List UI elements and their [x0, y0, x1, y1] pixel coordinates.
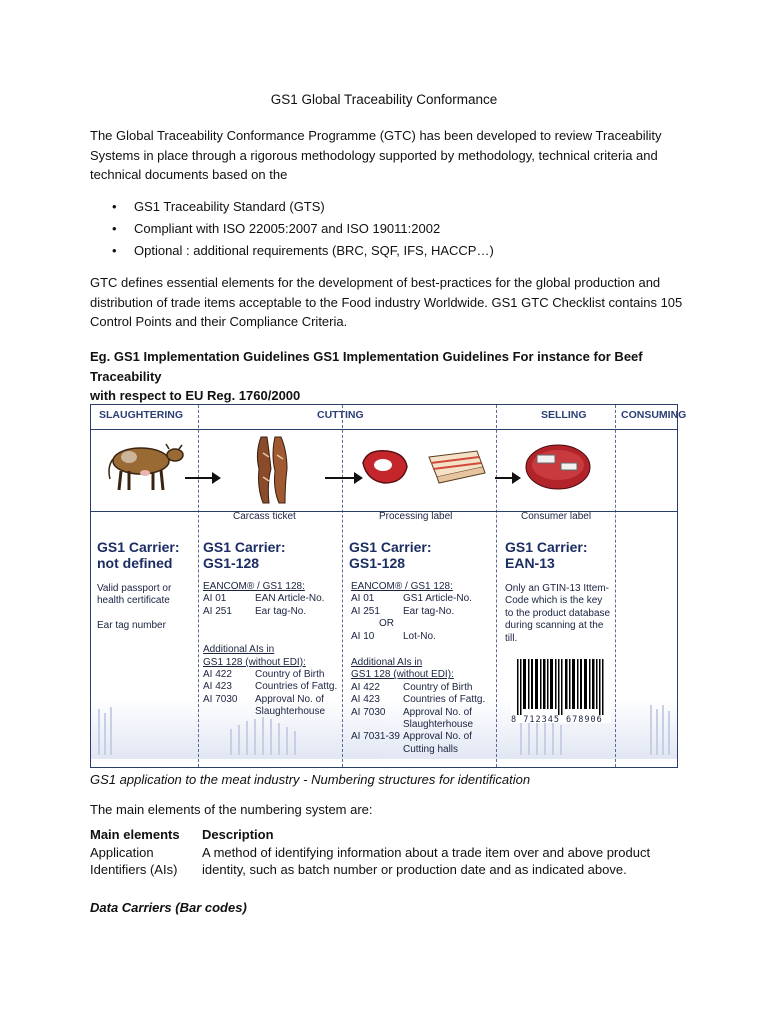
ai-code: AI 423 — [203, 681, 232, 693]
carrier-line: GS1-128 — [349, 555, 406, 571]
ai-desc: Ear tag-No. — [255, 605, 307, 617]
ai-code: AI 7030 — [351, 706, 386, 718]
ai-desc: Slaughterhouse — [403, 719, 474, 731]
carrier-line: EAN-13 — [505, 555, 555, 571]
text-line: Valid passport or — [97, 583, 172, 594]
list-item: • GS1 Traceability Standard (GTS) — [112, 196, 494, 218]
data-carriers-heading: Data Carriers (Bar codes) — [90, 900, 247, 915]
ai-desc: Approval No. of — [255, 693, 324, 705]
ai-row — [351, 694, 485, 706]
gtc-line: distribution of trade items acceptable to the Food industry Worldwide. GS1 GTC Checklist contains 105 — [90, 294, 683, 310]
elements-column — [90, 826, 180, 879]
page-title: GS1 Global Traceability Conformance — [270, 92, 498, 107]
ai-code: AI 7031-39 — [351, 731, 400, 743]
carrier-carcass — [203, 539, 285, 571]
carrier-consumer — [505, 539, 587, 571]
arrow-icon — [495, 477, 519, 479]
table-header-description: Description — [202, 827, 274, 842]
example-heading — [90, 347, 690, 406]
carrier-line: GS1 Carrier: — [203, 539, 286, 555]
table-cell: A method of identifying information about a trade item over and above product — [202, 844, 651, 860]
eancom-label: EANCOM® / GS1 128: — [203, 581, 305, 592]
stage-slaughtering: SLAUGHTERING — [99, 409, 183, 421]
arrow-icon — [325, 477, 361, 479]
ai-row — [351, 606, 485, 618]
packaged-meat-icon — [523, 441, 593, 493]
text-line: during scanning at the — [505, 620, 604, 632]
ai-desc: EAN Article-No. — [255, 593, 325, 605]
intro-line: The Global Traceability Conformance Programme (GTC) has been developed to review Traceability — [90, 128, 662, 143]
text-line: health certificate — [97, 595, 170, 607]
stage-bar — [91, 405, 687, 430]
list-item: • Optional : additional requirements (BRC, SQF, IFS, HACCP…) — [112, 240, 494, 262]
carcass-ai-list — [203, 581, 337, 719]
carrier-line: GS1 Carrier: — [349, 539, 432, 555]
ai-row — [203, 593, 337, 605]
table-cell: Identifiers (AIs) — [90, 862, 178, 877]
gtc-line: Control Points and their Compliance Criteria. — [90, 314, 348, 329]
ai-row — [351, 719, 485, 731]
ai-code: AI 10 — [351, 630, 375, 642]
example-line: Eg. GS1 Implementation Guidelines GS1 Implementation Guidelines For instance for Beef Traceability — [90, 349, 643, 384]
ai-code: AI 01 — [351, 593, 375, 605]
ai-row — [351, 593, 485, 605]
eancom-label: EANCOM® / GS1 128: — [351, 581, 453, 592]
carrier-line: not defined — [97, 555, 173, 571]
ai-row — [351, 744, 485, 756]
numbering-intro: The main elements of the numbering system are: — [90, 802, 373, 817]
table-cell: Application — [90, 844, 154, 860]
table-cell: identity, such as batch number or production date and as indicated above. — [202, 862, 627, 877]
ai-row — [351, 731, 485, 743]
ai-row — [203, 694, 337, 706]
beef-traceability-figure — [90, 404, 687, 768]
carrier-line: GS1 Carrier: — [97, 539, 180, 555]
consumer-label-heading: Consumer label — [521, 511, 592, 522]
gtc-line: GTC defines essential elements for the development of best-practices for the global production and — [90, 275, 661, 290]
ai-desc: Countries of Fattg. — [403, 694, 486, 706]
standards-list — [112, 196, 494, 262]
ai-row — [203, 669, 337, 681]
ai-row — [203, 706, 337, 718]
column-divider — [342, 405, 343, 767]
carrier-line: GS1-128 — [203, 555, 260, 571]
text-line: Code which is the key — [505, 595, 603, 607]
text-line: till. — [505, 632, 518, 644]
meat-cuts-icon — [359, 443, 489, 491]
text-line: to the product database — [505, 607, 611, 619]
ai-row — [351, 631, 485, 643]
arrow-icon — [185, 477, 219, 479]
ear-tag-text: Ear tag number — [97, 619, 166, 631]
consumer-text — [505, 583, 610, 645]
carcass-icon — [251, 433, 291, 505]
ai-desc: Approval No. of — [403, 706, 472, 718]
ai-code: AI 7030 — [203, 693, 238, 705]
ai-desc: Country of Birth — [403, 681, 473, 693]
column-divider — [198, 405, 199, 767]
ai-code: AI 251 — [351, 605, 380, 617]
column-divider — [615, 405, 616, 767]
intro-line: Systems in place through a rigorous methodology supported by methodology, technical criteria and — [90, 147, 658, 163]
stage-consuming: CONSUMING — [621, 409, 687, 421]
additional-ais-title: Additional AIs in — [351, 657, 423, 669]
additional-ais-title: GS1 128 (without EDI): — [351, 669, 454, 681]
ai-code: AI 423 — [351, 694, 380, 706]
ai-row — [351, 707, 485, 719]
intro-paragraph — [90, 126, 690, 185]
carrier-line: GS1 Carrier: — [505, 539, 588, 555]
carrier-slaughtering — [97, 539, 179, 571]
ai-desc: GS1 Article-No. — [403, 593, 472, 605]
ai-desc: Approval No. of — [403, 731, 472, 743]
ai-desc: Lot-No. — [403, 630, 436, 642]
text-line: Only an GTIN-13 Ittem- — [505, 583, 609, 594]
ai-desc: Ear tag-No. — [403, 605, 455, 617]
processing-label-heading: Processing label — [379, 511, 453, 522]
stage-selling: SELLING — [541, 409, 587, 421]
ai-code: AI 422 — [203, 669, 232, 681]
processing-ai-list — [351, 581, 485, 756]
cow-icon — [105, 435, 185, 495]
example-line: with respect to EU Reg. 1760/2000 — [90, 388, 301, 403]
figure-caption: GS1 application to the meat industry - Numbering structures for identification — [90, 772, 531, 787]
table-header-main-elements: Main elements — [90, 827, 180, 842]
carrier-processing — [349, 539, 431, 571]
additional-ais-title: Additional AIs in — [203, 644, 275, 656]
column-divider — [496, 405, 497, 767]
ai-desc: Country of Birth — [255, 669, 325, 681]
list-item: • Compliant with ISO 22005:2007 and ISO 19011:2002 — [112, 218, 494, 240]
stage-cutting: CUTTING — [317, 409, 364, 421]
ai-row — [203, 681, 337, 693]
ai-row — [351, 682, 485, 694]
or-label: OR — [379, 618, 394, 630]
gtc-paragraph — [90, 273, 690, 332]
description-column — [202, 826, 702, 879]
ai-desc: Cutting halls — [403, 743, 459, 755]
ai-desc: Slaughterhouse — [255, 706, 326, 718]
ai-code: AI 422 — [351, 681, 380, 693]
ai-code: AI 01 — [203, 593, 227, 605]
intro-line: technical documents based on the — [90, 167, 288, 182]
ai-desc: Countries of Fattg. — [255, 681, 338, 693]
barcode-digits: 8 712345 678906 — [511, 715, 603, 725]
carcass-ticket-heading: Carcass ticket — [233, 511, 296, 522]
ai-code: AI 251 — [203, 605, 232, 617]
additional-ais-title: GS1 128 (without EDI): — [203, 656, 306, 668]
slaughter-text — [97, 583, 171, 632]
ai-row — [203, 606, 337, 618]
